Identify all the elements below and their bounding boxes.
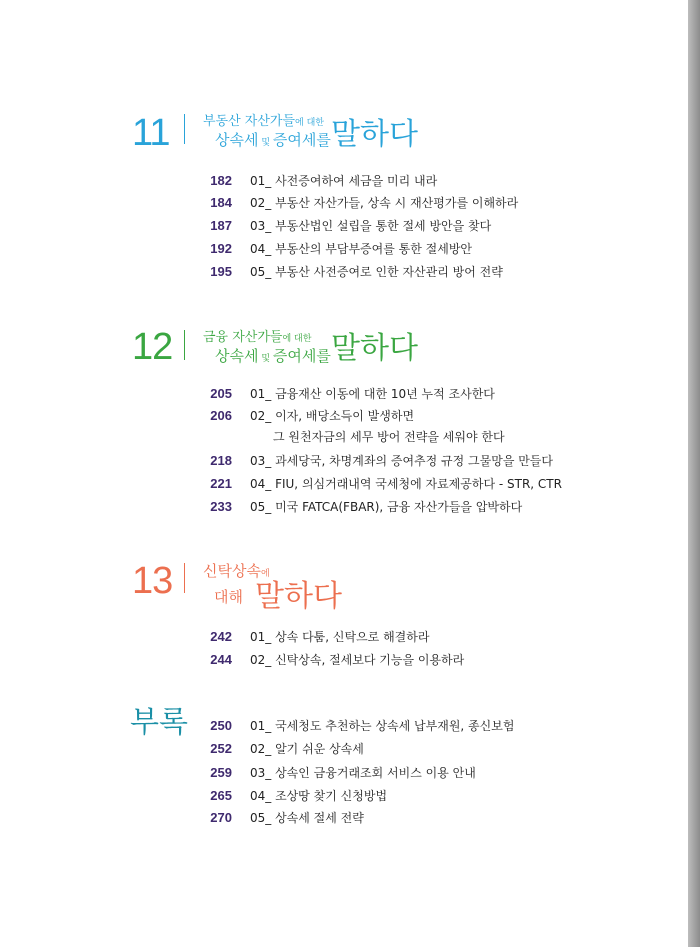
section-number: 13 (132, 560, 173, 602)
entry-title-continued: 그 원천자금의 세무 방어 전략을 세워야 한다 (273, 430, 505, 444)
page-number: 195 (210, 264, 232, 279)
entry-title: 03_ 상속인 금융거래조회 서비스 이용 안내 (250, 766, 476, 780)
section-title-line2: 상속세 및 증여세를 (215, 131, 331, 149)
page-number: 206 (210, 408, 232, 423)
entry-title: 03_ 과세당국, 차명계좌의 증여추정 규정 그물망을 만들다 (250, 454, 553, 468)
page-number: 205 (210, 386, 232, 401)
page-number: 259 (210, 765, 232, 780)
toc-entry[interactable] (0, 262, 688, 282)
appendix-title: 부록 (130, 705, 188, 740)
page-number: 192 (210, 241, 232, 256)
toc-entry[interactable] (0, 193, 688, 213)
entry-title: 05_ 상속세 절세 전략 (250, 811, 364, 825)
entry-title: 02_ 신탁상속, 절세보다 기능을 이용하라 (250, 653, 465, 667)
section-number: 12 (132, 326, 173, 368)
section-title-big: 말하다 (331, 331, 418, 366)
toc-entry[interactable] (0, 239, 688, 259)
toc-entry[interactable] (0, 384, 688, 404)
entry-title: 05_ 부동산 사전증여로 인한 자산관리 방어 전략 (250, 265, 503, 279)
toc-entry[interactable] (0, 808, 688, 828)
section-title-big: 말하다 (255, 579, 342, 614)
toc-entry[interactable] (0, 739, 688, 759)
section-title-line1: 신탁상속에 (203, 562, 270, 580)
page-number: 270 (210, 810, 232, 825)
page-number: 184 (210, 195, 232, 210)
page-number: 233 (210, 499, 232, 514)
toc-entry[interactable] (0, 451, 688, 471)
entry-title: 01_ 금융재산 이동에 대한 10년 누적 조사한다 (250, 387, 495, 401)
entry-title: 01_ 사전증여하여 세금을 미리 내라 (250, 174, 438, 188)
page-number: 265 (210, 788, 232, 803)
entry-title: 03_ 부동산법인 설립을 통한 절세 방안을 찾다 (250, 219, 492, 233)
page-number: 242 (210, 629, 232, 644)
section-title-line2: 대해 (214, 588, 243, 606)
page-number: 221 (210, 476, 232, 491)
page-edge-shadow (688, 0, 700, 947)
page-number: 218 (210, 453, 232, 468)
section-title-big: 말하다 (331, 117, 418, 152)
page-number: 187 (210, 218, 232, 233)
entry-title: 02_ 알기 쉬운 상속세 (250, 742, 364, 756)
entry-title: 01_ 상속 다툼, 신탁으로 해결하라 (250, 630, 430, 644)
toc-entry[interactable] (0, 497, 688, 517)
toc-entry[interactable] (0, 474, 688, 494)
toc-entry[interactable] (0, 216, 688, 236)
toc-entry[interactable] (0, 171, 688, 191)
toc-entry[interactable] (0, 786, 688, 806)
entry-title: 02_ 이자, 배당소득이 발생하면 (250, 409, 415, 423)
toc-entry[interactable] (0, 627, 688, 647)
section-divider (184, 563, 185, 593)
section-number: 11 (132, 112, 170, 154)
toc-entry[interactable] (0, 763, 688, 783)
entry-title: 02_ 부동산 자산가들, 상속 시 재산평가를 이해하라 (250, 196, 519, 210)
entry-title: 05_ 미국 FATCA(FBAR), 금융 자산가들을 압박하다 (250, 500, 523, 514)
page-number: 182 (210, 173, 232, 188)
section-title-line1: 금융 자산가들에 대한 (203, 330, 312, 345)
entry-title: 04_ FIU, 의심거래내역 국세청에 자료제공하다 - STR, CTR (250, 477, 562, 491)
entry-title: 04_ 조상땅 찾기 신청방법 (250, 789, 388, 803)
entry-title: 01_ 국세청도 추천하는 상속세 납부재원, 종신보험 (250, 719, 515, 733)
page-number: 244 (210, 652, 232, 667)
section-title-line1: 부동산 자산가들에 대한 (203, 114, 324, 129)
section-title-line2: 상속세 및 증여세를 (215, 347, 331, 365)
section-divider (184, 114, 185, 144)
toc-entry[interactable] (0, 650, 688, 670)
page-number: 250 (210, 718, 232, 733)
toc-entry[interactable] (0, 716, 688, 736)
entry-title: 04_ 부동산의 부담부증여를 통한 절세방안 (250, 242, 473, 256)
toc-entry[interactable] (0, 406, 688, 446)
section-divider (184, 330, 185, 360)
page-number: 252 (210, 741, 232, 756)
